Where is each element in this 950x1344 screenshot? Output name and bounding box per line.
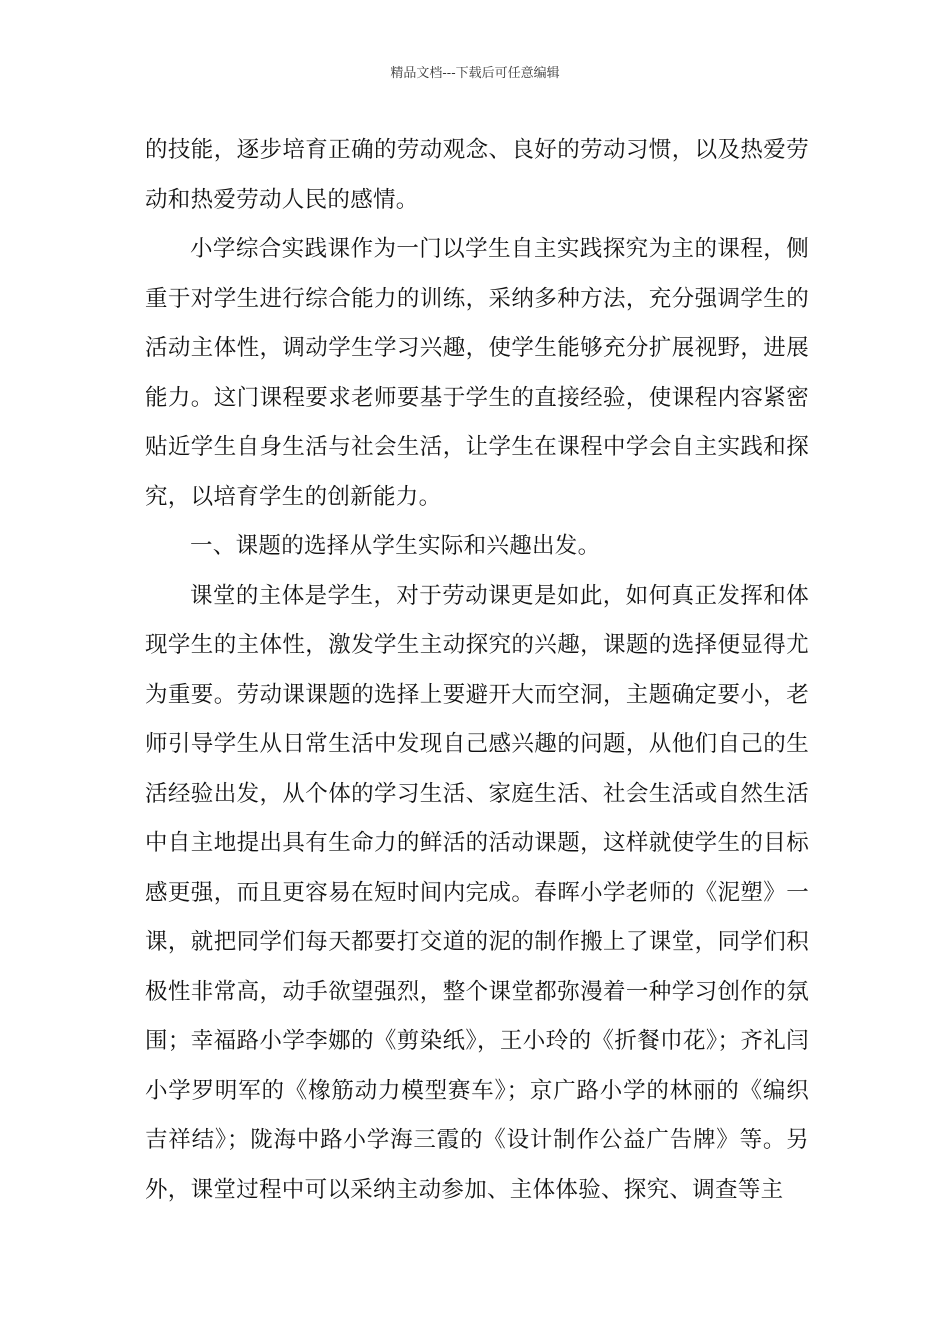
- paragraph-2: 小学综合实践课作为一门以学生自主实践探究为主的课程，侧重于对学生进行综合能力的训练，采纳多种方法，充分强调学生的活动主体性，调动学生学习兴趣，使学生能够充分扩展视野，进展能力。这门课程要求老师要基于学生的直接经验，使课程内容紧密贴近学生自身生活与社会生活，让学生在课程中学会自主实践和探究，以培育学生的创新能力。: [145, 236, 809, 510]
- document-body: [145, 126, 809, 1215]
- section-heading: 一、课题的选择从学生实际和兴趣出发。: [190, 533, 601, 559]
- page-header: 精品文档---下载后可任意编辑: [390, 66, 560, 81]
- paragraph-1: 的技能，逐步培育正确的劳动观念、良好的劳动习惯，以及热爱劳动和热爱劳动人民的感情。: [145, 137, 809, 213]
- paragraph-3: 课堂的主体是学生，对于劳动课更是如此，如何真正发挥和体现学生的主体性，激发学生主动探究的兴趣，课题的选择便显得尤为重要。劳动课课题的选择上要避开大而空洞，主题确定要小，老师引导学生从日常生活中发现自己感兴趣的问题，从他们自己的生活经验出发，从个体的学习生活、家庭生活、社会生活或自然生活中自主地提出具有生命力的鲜活的活动课题，这样就使学生的目标感更强，而且更容易在短时间内完成。春晖小学老师的《泥塑》一课，就把同学们每天都要打交道的泥的制作搬上了课堂，同学们积极性非常高，动手欲望强烈，整个课堂都弥漫着一种学习创作的氛围；幸福路小学李娜的《剪染纸》，王小玲的《折餐巾花》；齐礼闫小学罗明军的《橡筋动力模型赛车》；京广路小学的林丽的《编织吉祥结》；陇海中路小学海三霞的《设计制作公益广告牌》等。另外，课堂过程中可以采纳主动参加、主体体验、探究、调查等主: [145, 582, 809, 1203]
